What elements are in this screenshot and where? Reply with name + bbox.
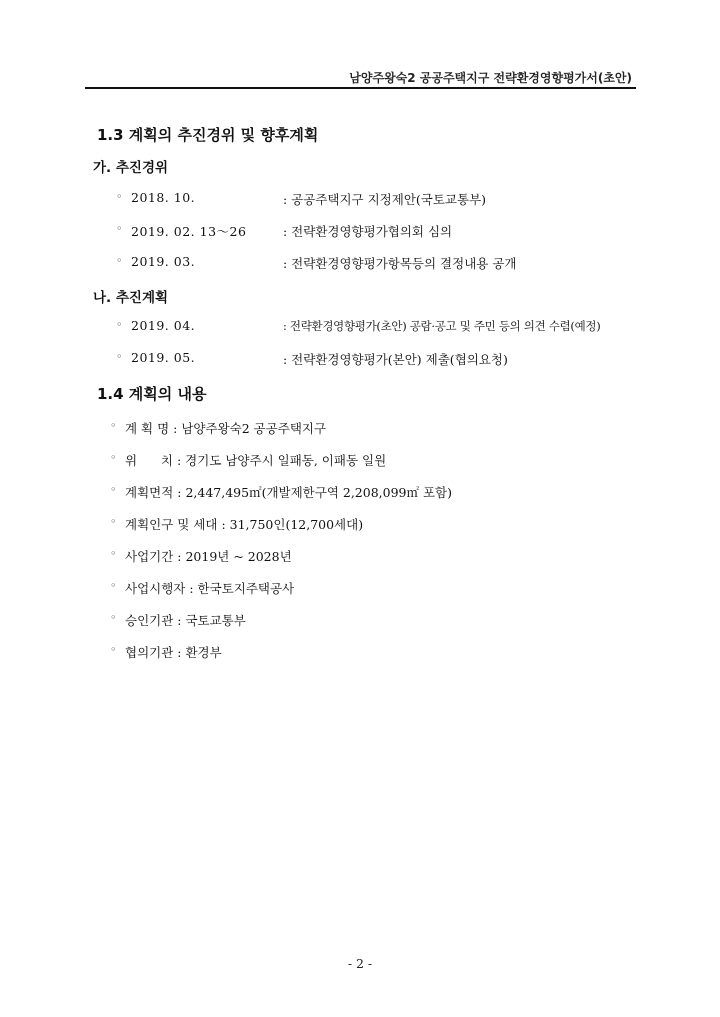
content-item bbox=[0, 451, 720, 469]
history-text: : 전략환경영향평가협의회 심의 bbox=[283, 224, 453, 239]
plan-item bbox=[0, 318, 720, 336]
page-number: - 2 - bbox=[347, 956, 373, 971]
bullet-icon: ◦ bbox=[110, 611, 117, 624]
history-date: 2019. 03. bbox=[131, 254, 196, 269]
content-item bbox=[0, 515, 720, 533]
history-date: 2018. 10. bbox=[131, 190, 196, 205]
plan-text: : 전략환경영향평가(초안) 공람·공고 및 주민 등의 의견 수렴(예정) bbox=[283, 319, 601, 333]
content-text: 협의기관 : 환경부 bbox=[125, 645, 222, 660]
bullet-icon: ◦ bbox=[116, 190, 123, 203]
content-text: 사업기간 : 2019년 ~ 2028년 bbox=[125, 549, 292, 564]
subsection-b-title: 나. 추진계획 bbox=[93, 290, 169, 306]
subsection-a-title: 가. 추진경위 bbox=[93, 160, 169, 176]
content-item bbox=[0, 483, 720, 501]
content-item bbox=[0, 547, 720, 565]
history-text: : 공공주택지구 지정제안(국토교통부) bbox=[283, 192, 487, 207]
plan-date: 2019. 05. bbox=[131, 350, 196, 365]
bullet-icon: ◦ bbox=[110, 643, 117, 656]
content-item bbox=[0, 579, 720, 597]
content-text: 계획인구 및 세대 : 31,750인(12,700세대) bbox=[125, 517, 364, 532]
bullet-icon: ◦ bbox=[110, 515, 117, 528]
plan-date: 2019. 04. bbox=[131, 318, 196, 333]
bullet-icon: ◦ bbox=[116, 318, 123, 331]
bullet-icon: ◦ bbox=[110, 419, 117, 432]
bullet-icon: ◦ bbox=[110, 483, 117, 496]
bullet-icon: ◦ bbox=[116, 350, 123, 363]
bullet-icon: ◦ bbox=[110, 579, 117, 592]
history-item bbox=[0, 254, 720, 272]
plan-text: : 전략환경영향평가(본안) 제출(협의요청) bbox=[283, 352, 508, 367]
section-1-4-title: 1.4 계획의 내용 bbox=[97, 385, 207, 403]
history-date: 2019. 02. 13～26 bbox=[131, 224, 247, 239]
content-item bbox=[0, 419, 720, 437]
bullet-icon: ◦ bbox=[116, 222, 123, 235]
bullet-icon: ◦ bbox=[110, 451, 117, 464]
content-text: 계획면적 : 2,447,495㎡(개발제한구역 2,208,099㎡ 포함) bbox=[125, 485, 452, 500]
section-1-3-title: 1.3 계획의 추진경위 및 향후계획 bbox=[97, 126, 319, 144]
header-divider bbox=[85, 87, 636, 89]
content-item bbox=[0, 611, 720, 629]
bullet-icon: ◦ bbox=[116, 254, 123, 267]
content-text: 계 획 명 : 남양주왕숙2 공공주택지구 bbox=[125, 421, 327, 436]
history-text: : 전략환경영향평가항목등의 결정내용 공개 bbox=[283, 256, 517, 271]
plan-item bbox=[0, 350, 720, 368]
content-text: 위 치 : 경기도 남양주시 일패동, 이패동 일원 bbox=[125, 453, 387, 468]
content-text: 승인기관 : 국토교통부 bbox=[125, 613, 246, 628]
document-header-title: 남양주왕숙2 공공주택지구 전략환경영향평가서(초안) bbox=[349, 71, 632, 85]
content-item bbox=[0, 643, 720, 661]
history-item bbox=[0, 222, 720, 240]
bullet-icon: ◦ bbox=[110, 547, 117, 560]
content-text: 사업시행자 : 한국토지주택공사 bbox=[125, 581, 295, 596]
history-item bbox=[0, 190, 720, 208]
